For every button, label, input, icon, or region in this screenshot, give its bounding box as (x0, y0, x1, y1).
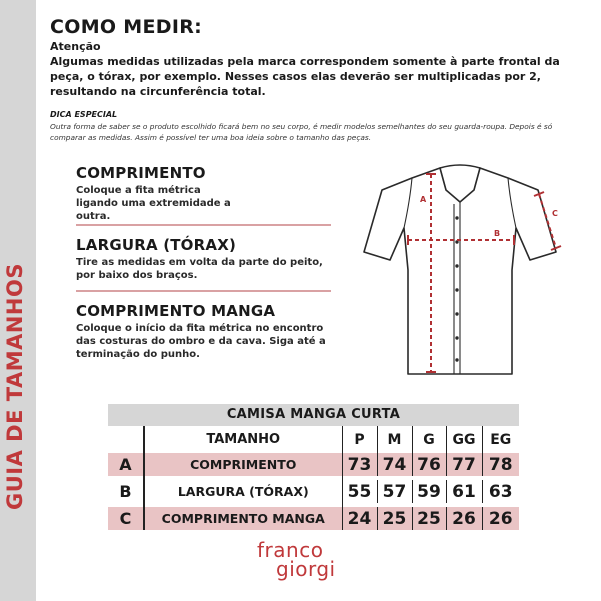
shirt-button (455, 216, 458, 219)
cell-value: 59 (412, 480, 446, 503)
brand-line-2: giorgi (276, 557, 336, 581)
cell-value: 25 (377, 507, 412, 530)
row-label: COMPRIMENTO MANGA (144, 507, 342, 530)
cell-value: 78 (482, 453, 519, 476)
size-eg: EG (482, 426, 519, 453)
cell-value: 73 (342, 453, 377, 476)
divider (76, 224, 331, 226)
shirt-button (455, 336, 458, 339)
shirt-button (455, 264, 458, 267)
section-width (76, 236, 326, 282)
brand-logo (254, 540, 344, 586)
row-letter: B (108, 480, 144, 503)
section-width-title: LARGURA (TÓRAX) (76, 236, 237, 254)
cell-value: 74 (377, 453, 412, 476)
cell-value: 26 (446, 507, 482, 530)
shirt-button (455, 312, 458, 315)
section-sleeve-title: COMPRIMENTO MANGA (76, 302, 276, 320)
shirt-button (455, 358, 458, 361)
table-row (108, 480, 519, 503)
sidebar (0, 0, 36, 601)
row-label: COMPRIMENTO (144, 453, 342, 476)
section-sleeve-text: Coloque o início da fita métrica no encontro das costuras do ombro e da cava. Siga até a terminação do punho. (76, 323, 326, 360)
table-title: CAMISA MANGA CURTA (108, 404, 519, 426)
cell-value: 57 (377, 480, 412, 503)
table-row (108, 507, 519, 530)
attention-text: Algumas medidas utilizadas pela marca correspondem somente à parte frontal da peça, o tórax, por exemplo. Nesses casos elas deverão ser multiplicadas por 2, resultando na circunferência total. (50, 55, 560, 98)
cell-value: 63 (482, 480, 519, 503)
section-width-text: Tire as medidas em volta da parte do peito, por baixo dos braços. (76, 257, 323, 281)
cell-value: 76 (412, 453, 446, 476)
size-table (108, 404, 519, 530)
cell-value: 77 (446, 453, 482, 476)
section-length-title: COMPRIMENTO (76, 164, 206, 182)
label-a: A (420, 195, 427, 204)
brand-line-1: franco (257, 538, 324, 562)
row-label: LARGURA (TÓRAX) (144, 480, 342, 503)
size-g: G (412, 426, 446, 453)
cell-value: 25 (412, 507, 446, 530)
row-letter: C (108, 507, 144, 530)
sidebar-title: GUIA DE TAMANHOS (3, 263, 27, 510)
cell-value: 26 (482, 507, 519, 530)
size-header: TAMANHO (206, 432, 281, 447)
table-row (108, 453, 519, 476)
shirt-diagram (358, 160, 578, 388)
page-title: COMO MEDIR: (50, 16, 203, 38)
section-length (76, 164, 236, 223)
table-header-row (108, 426, 519, 453)
header-blank (108, 426, 144, 453)
tip-heading: DICA ESPECIAL (50, 110, 118, 119)
label-c: C (552, 209, 558, 218)
section-length-text: Coloque a fita métrica ligando uma extremidade a outra. (76, 185, 231, 222)
cell-value: 24 (342, 507, 377, 530)
shirt-button (455, 288, 458, 291)
size-m: M (377, 426, 412, 453)
size-gg: GG (446, 426, 482, 453)
row-letter: A (108, 453, 144, 476)
size-p: P (342, 426, 377, 453)
cell-value: 61 (446, 480, 482, 503)
attention-heading: Atenção (50, 40, 101, 53)
cell-value: 55 (342, 480, 377, 503)
tip-text: Outra forma de saber se o produto escolhido ficará bem no seu corpo, é medir modelos semelhantes do seu guarda-roupa. Depois é só comparar as medidas. Assim é possível ter uma boa ideia sobre o tamanho das peças. (50, 122, 553, 142)
section-sleeve (76, 302, 328, 361)
label-b: B (494, 229, 501, 238)
divider (76, 290, 331, 292)
